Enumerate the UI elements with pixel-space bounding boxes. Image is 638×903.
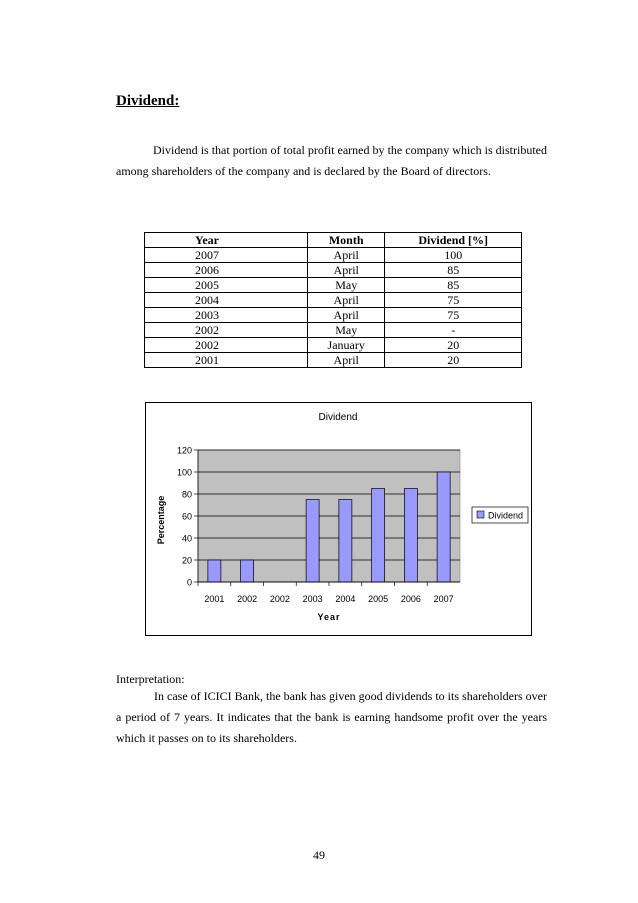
bar — [339, 500, 352, 583]
cell-year: 2001 — [145, 353, 308, 368]
bar — [241, 560, 254, 582]
section-heading: Dividend: — [116, 93, 180, 109]
header-dividend: Dividend [%] — [385, 233, 522, 248]
x-axis-label: Year — [317, 612, 341, 622]
y-tick-label: 80 — [181, 489, 192, 500]
x-tick-label: 2001 — [204, 594, 225, 604]
table-body — [145, 248, 522, 368]
cell-dividend: 85 — [385, 263, 522, 278]
cell-dividend: 75 — [385, 293, 522, 308]
x-tick-label: 2007 — [433, 594, 454, 604]
y-tick-label: 40 — [181, 533, 192, 544]
cell-month: April — [308, 248, 385, 263]
y-axis-label: Percentage — [156, 495, 166, 545]
table-row — [145, 323, 522, 338]
y-tick-label: 100 — [176, 467, 192, 478]
table-row — [145, 353, 522, 368]
table-row — [145, 308, 522, 323]
bar — [372, 489, 385, 583]
y-tick-label: 0 — [186, 577, 192, 588]
cell-year: 2007 — [145, 248, 308, 263]
cell-month: May — [308, 278, 385, 293]
cell-dividend: 100 — [385, 248, 522, 263]
interpretation-title: Interpretation: — [116, 672, 185, 686]
table-row — [145, 263, 522, 278]
dividend-table — [144, 232, 522, 368]
y-tick-label: 60 — [181, 511, 192, 522]
page-number: 49 — [313, 848, 325, 862]
cell-month: January — [308, 338, 385, 353]
x-tick-label: 2005 — [368, 594, 389, 604]
cell-dividend: 20 — [385, 338, 522, 353]
intro-paragraph: Dividend is that portion of total profit earned by the company which is distributed among shareholders of the company and is declared by the Board of directors. — [116, 143, 547, 178]
bar — [306, 500, 319, 583]
cell-year: 2006 — [145, 263, 308, 278]
table-row — [145, 248, 522, 263]
table-row — [145, 278, 522, 293]
table-row — [145, 338, 522, 353]
table-row — [145, 293, 522, 308]
header-year: Year — [145, 233, 308, 248]
header-month: Month — [308, 233, 385, 248]
cell-year: 2005 — [145, 278, 308, 293]
cell-year: 2003 — [145, 308, 308, 323]
legend-label: Dividend — [488, 510, 524, 521]
cell-month: May — [308, 323, 385, 338]
cell-year: 2004 — [145, 293, 308, 308]
bar — [404, 489, 417, 583]
cell-month: April — [308, 293, 385, 308]
x-tick-label: 2002 — [269, 594, 290, 604]
cell-dividend: - — [385, 323, 522, 338]
bar — [437, 472, 450, 582]
cell-dividend: 75 — [385, 308, 522, 323]
cell-year: 2002 — [145, 338, 308, 353]
dividend-chart — [145, 402, 532, 636]
bar — [208, 560, 221, 582]
y-tick-label: 20 — [181, 555, 192, 566]
cell-month: April — [308, 308, 385, 323]
chart-svg — [146, 403, 531, 635]
cell-year: 2002 — [145, 323, 308, 338]
legend-swatch — [477, 511, 484, 518]
y-tick-label: 120 — [176, 445, 192, 456]
x-tick-label: 2003 — [302, 594, 323, 604]
cell-month: April — [308, 263, 385, 278]
table-header-row — [145, 233, 522, 248]
cell-dividend: 20 — [385, 353, 522, 368]
cell-dividend: 85 — [385, 278, 522, 293]
chart-title: Dividend — [318, 412, 358, 423]
interpretation-paragraph: In case of ICICI Bank, the bank has given good dividends to its shareholders over a period of 7 years. It indicates that the bank is earning handsome profit over the years which it passes on to its shareholders. — [116, 689, 547, 745]
cell-month: April — [308, 353, 385, 368]
x-tick-label: 2002 — [237, 594, 258, 604]
x-tick-label: 2006 — [400, 594, 421, 604]
x-tick-label: 2004 — [335, 594, 356, 604]
